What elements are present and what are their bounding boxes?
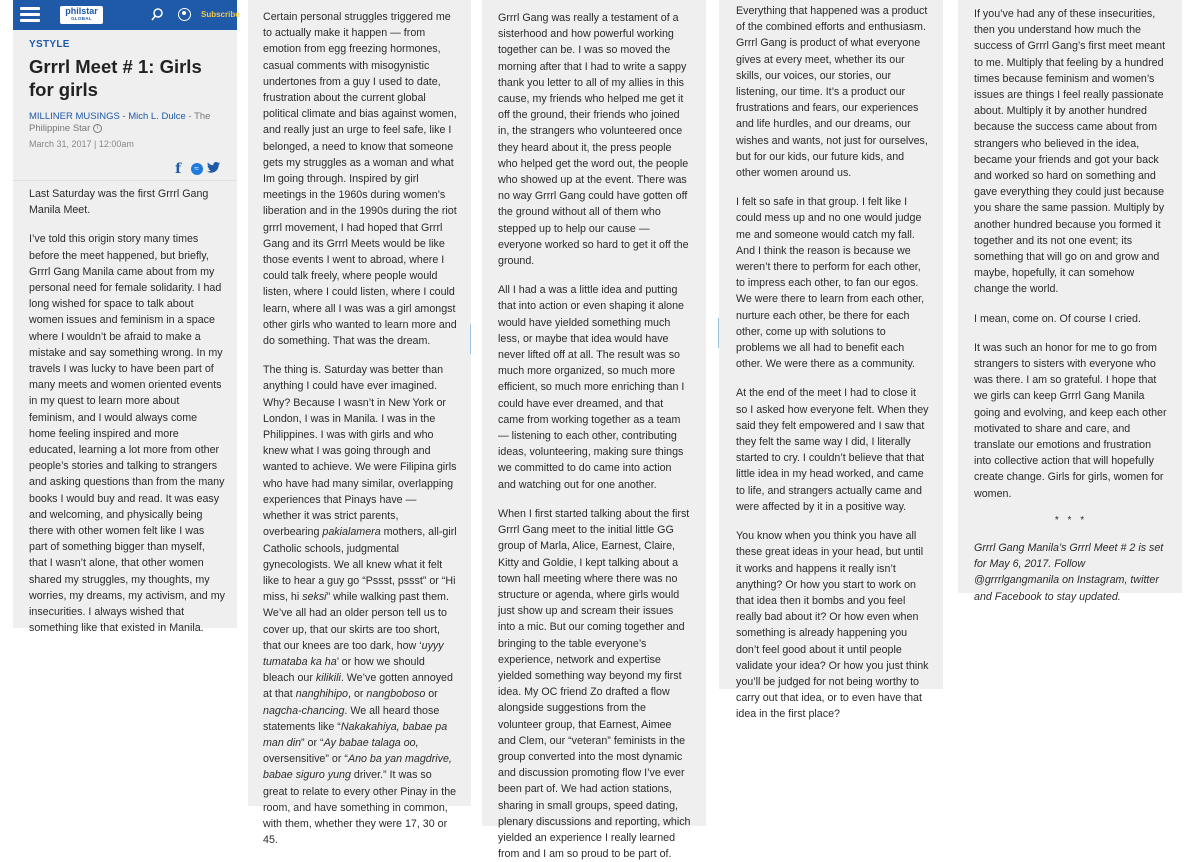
info-icon[interactable]: i [93,124,102,133]
user-icon[interactable] [178,8,191,21]
column-link[interactable]: MILLINER MUSINGS - Mich L. Dulce [29,111,186,122]
text-run: , or [348,688,367,701]
paragraph: It was such an honor for me to go from strangers to sisters with everyone who was there. I am so grateful. I hope that we girls can keep Grrrl Gang Manila going and evolving, and keep each other motivated to share and care, and translate our emotions and frustration into collective action that will hopefully create change. Girls for girls, women for women. [974,341,1167,500]
column-edge-mark [470,324,471,354]
paragraph: I mean, come on. Of course I cried. [974,312,1141,325]
byline [29,111,221,135]
text-run: . We all heard those statements like “ [263,704,440,733]
italic-term: pakialamera [322,526,381,539]
text-run: driver.” It was so great to relate to every other Pinay in the room, and have something in common, with them, whether they were 17, 30 or 45. [263,769,457,847]
messenger-share-icon[interactable]: ≈ [191,163,203,175]
menu-icon[interactable] [20,7,40,23]
section-break: * * * [1054,514,1088,526]
paragraph: If you’ve had any of these insecurities, then you understand how much the success of Grrrl Gang’s first meet meant to me. Multiply that feeling by a hundred times because feminism and women’s issues are things I feel really passionate about. Multiply it by another hundred because the success came about from strangers who believed in the idea, became your friends and got your back and worked so hard on something and gave everything they could just because you share the same passion. Multiply by another hundred because you formed it together and its not one event; its something that will go on and grow and maybe, hopefully, it can somehow change the world. [974,8,1166,296]
paragraph: Certain personal struggles triggered me to actually make it happen — from emotion from egg freezing hormones, casual comments with misogynistic undertones from a guy I used to date, frustration about the current global political climate and bias against women, and really just an urge to feel safe, like I belonged, a need to know that someone gets my struggles as a woman and what Im going through. Inspired by girl meetings in the 1960s during women’s liberation and in the 1990s during the riot grrrl movement, I had hoped that Grrrl Gang and its Grrrl Meets would be like those events I went to abroad, where I could talk freely, where people would listen, where I could listen, where I could learn, where all I was was a girl amongst other girls who wanted to learn more and do something. That was the dream. [263,11,457,348]
article-column-2 [248,0,471,847]
italic-term: Ay babae talaga oo, [323,736,419,749]
article-body-part-1 [29,186,225,649]
paragraph: You know when you think you have all these great ideas in your head, but until it works and happens it really isn’t anything? Or how you start to work on that idea then it bombs and you feel really bad about it? Or how even when something is already happening you don’t feel good about it until people validate your idea? Or how you just think you’ll be judged for not being worthy to carry out that idea, or to even have that idea in the first place? [736,530,929,721]
share-bar [170,160,220,177]
article-column-3 [482,0,706,861]
facebook-share-icon[interactable]: f [175,160,182,177]
text-run: The thing is. Saturday was better than anything I could have ever imagined. Why? Because I wasn’t in New York or London, I was in Manila. I was in the Philippines. I was with girls and who knew what I was going through and wanted to achieve. We were Filipina girls who have had many similar, overlapping experiences that Pinays have — whether it was strict parents, overbearing [263,364,457,539]
paragraph: Last Saturday was the first Grrrl Gang Manila Meet. [29,188,209,217]
logo-main: philstar [65,6,98,16]
text-run: ’ or how we should bleach our [263,655,425,685]
column-edge-mark [718,318,719,348]
section-label[interactable]: YSTYLE [29,39,70,50]
paragraph: I’ve told this origin story many times before the meet happened, but briefly, Grrrl Gang Manila came about from my personal need for female solidarity. I had long wished for space to talk about women issues and feminism in a space where I wouldn’t be afraid to make a mistake and say something wrong. In my travels I was lucky to have been part of many meets and women oriented events in my quest to learn more about feminism, and I would always come home feeling inspired and more educated, learning a lot more from other people’s stories and talking to strangers and asking questions than from the many books I would buy and read. It was easy and welcoming, and physically being there with other women felt like I was part of something bigger than myself, that I wasn’t alone, that other women shared my struggles, my thoughts, my worries, my dreams, my activism, and my insecurities. I always wished that something like that existed in Manila. [29,233,225,635]
text-run: or [425,688,438,701]
site-logo[interactable] [60,6,103,24]
paragraph: At the end of the meet I had to close it so I asked how everyone felt. When they said they felt empowered and I saw that they felt the same way I did, I literally started to cry. I couldn’t believe that that little idea in my head worked, and came to life, and strangers actually came and were affected by it in a positive way. [736,387,929,513]
paragraph: I felt so safe in that group. I felt like I could mess up and no one would judge me and someone would catch my fall. And I think the reason is because we weren’t there to perform for each other, to impress each other, to fan our egos. We were there to learn from each other, nurture each other, be there for each other, come up with solutions to problems we all had to benefit each other. We were there as a community. [736,196,925,371]
paragraph: When I first started talking about the first Grrrl Gang meet to the initial little GG group of Marla, Alice, Earnest, Claire, Kitty and Goldie, I kept talking about a town hall meeting where there was no structure or agenda, where girls would just show up and scream their issues into a mic. But our coming together and bringing to the table everyone’s experience, network and expertise yielded something way beyond my first idea. My OC friend Zo drafted a flow alongside suggestions from the volunteer group, that Earnest, Aimee and Clem, our “veteran” feminists in the group converted into the most dynamic and discussion promoting flow I’ve ever been part of. We had action stations, sharing in small groups, speed dating, plenary discussions and reporting, which yielded an experience I really learned from and I am so proud to be part of. [498,507,691,861]
italic-term: seksi [302,591,327,604]
italic-term: kilikili [315,672,341,685]
publish-date: March 31, 2017 | 12:00am [29,139,134,149]
paragraph-with-tagalog-phrases [263,362,457,848]
paragraph: Grrrl Gang was really a testament of a sisterhood and how powerful working together can be. I was so moved the morning after that I had to write a sappy thank you letter to all of my allies in this cause, my friends who helped me get it off the ground, their friends who joined in, the strangers who volunteered once they heard about it, the press people who helped get the word out, the people who showed up at the event. There was no way Grrrl Gang could have gotten off the ground without all of them who stepped up to help our cause — everyone worked so hard to get it off the ground. [498,12,689,268]
twitter-share-icon[interactable] [207,162,220,173]
search-icon[interactable] [151,8,163,22]
divider [13,180,237,181]
site-header [13,0,240,30]
text-run: ” or “ [301,736,324,749]
logo-sub: GLOBAL [71,16,92,21]
subscribe-link[interactable]: Subscribe [201,10,240,19]
article-column-4 [719,0,943,721]
paragraph: Everything that happened was a product of the combined efforts and enthusiasm. Grrrl Gang is product of what everyone gives at every meet, whether its our skills, our voices, our stories, our listening, our time. It’s a product our frustrations and fears, our experiences and life hurdles, and our dreams, our wishes and wants, not just for ourselves, but for our kids, our future kids, and other women around us. [736,5,928,180]
text-run: mothers, all-girl Catholic schools, judgmental gynecologists. We all knew what it felt like to hear a guy go “Pssst, pssst” or “Hi miss, hi [263,526,457,604]
italic-term: Ano ba yan magdrive, babae siguro yung [263,753,452,782]
publication-name: - The Philippine Star [29,111,211,134]
article-title: Grrrl Meet # 1: Girls for girls [29,56,202,100]
article-column-1 [13,0,240,635]
italic-term: nagcha-chancing [263,704,345,717]
closing-note: Grrrl Gang Manila’s Grrrl Meet # 2 is set for May 6, 2017. Follow @grrrlgangmanila on Instagram, twitter and Facebook to stay updated. [974,541,1164,603]
paragraph: All I had a was a little idea and putting that into action or even shaping it alone would have yielded something much less, or maybe that idea would have never lifted off at all. The result was so much more organized, so much more efficient, so much more enriching than I could have ever dreamed, and that came from working together as a team — listening to each other, contributing ideas, volunteering, making sure things we committed to do came into action and watching out for one another. [498,284,685,491]
italic-term: uyyy tumataba ka ha [263,639,444,668]
italic-term: Nakakahiya, babae pa man din [263,720,448,749]
italic-term: nanghihipo [295,688,348,701]
text-run: oversensitive” or “ [263,753,348,766]
text-run: . We’ve gotten annoyed at that [263,672,453,701]
text-run: ” while walking past them. We’ve all had an older person tell us to cover up, that our skirts are too short, that our knees are too dark, how ‘ [263,591,449,652]
article-column-5 [958,0,1182,603]
italic-term: nangboboso [366,688,426,701]
